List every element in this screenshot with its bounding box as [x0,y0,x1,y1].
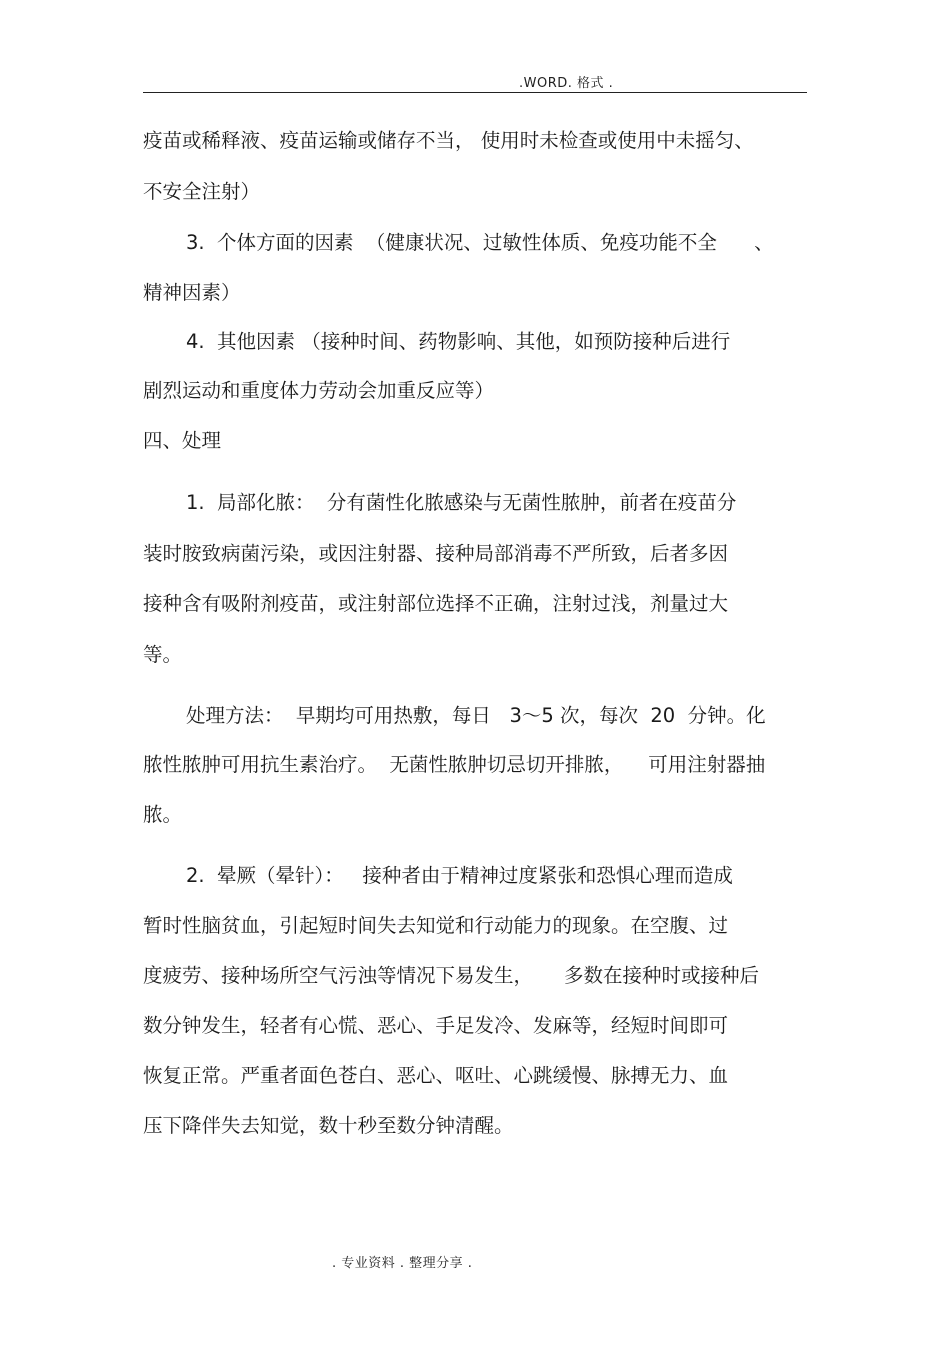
body-line: 数分钟发生，轻者有心慌、恶心、手足发冷、发麻等，经短时间即可 [143,1014,729,1037]
body-line: 2. 晕厥（晕针）： 接种者由于精神过度紧张和恐惧心理而造成 [186,864,733,887]
body-line: 装时胺致病菌污染，或因注射器、接种局部消毒不严所致，后者多因 [143,542,729,565]
body-line: 4. 其他因素 （接种时间、药物影响、其他，如预防接种后进行 [186,330,731,353]
body-line: 1. 局部化脓： 分有菌性化脓感染与无菌性脓肿，前者在疫苗分 [186,491,737,514]
body-line: 等。 [143,643,183,666]
body-line: 脓性脓肿可用抗生素治疗。 无菌性脓肿切忌切开排脓， 可用注射器抽 [143,753,766,776]
page-header-text: .WORD. 格式 . [519,76,614,91]
body-line: 3. 个体方面的因素 （健康状况、过敏性体质、免疫功能不全 、 [186,231,774,254]
header-divider [143,92,807,93]
body-line: 脓。 [143,803,183,826]
body-line: 剧烈运动和重度体力劳动会加重反应等） [143,379,495,402]
body-line: 压下降伴失去知觉，数十秒至数分钟清醒。 [143,1114,514,1137]
page-footer-text: . 专业资料 . 整理分享 . [332,1256,473,1271]
body-line: 暂时性脑贫血，引起短时间失去知觉和行动能力的现象。在空腹、过 [143,914,729,937]
section-heading: 四、处理 [143,429,222,452]
body-line: 处理方法： 早期均可用热敷，每日 3～5 次，每次 20 分钟。化 [186,704,766,727]
body-line: 度疲劳、接种场所空气污浊等情况下易发生， 多数在接种时或接种后 [143,964,759,987]
body-line: 接种含有吸附剂疫苗，或注射部位选择不正确，注射过浅，剂量过大 [143,592,729,615]
body-line: 不安全注射） [143,180,261,203]
body-line: 精神因素） [143,281,241,304]
body-line: 恢复正常。严重者面色苍白、恶心、呕吐、心跳缓慢、脉搏无力、血 [143,1064,729,1087]
body-line: 疫苗或稀释液、疫苗运输或储存不当， 使用时未检查或使用中未摇匀、 [143,129,754,152]
